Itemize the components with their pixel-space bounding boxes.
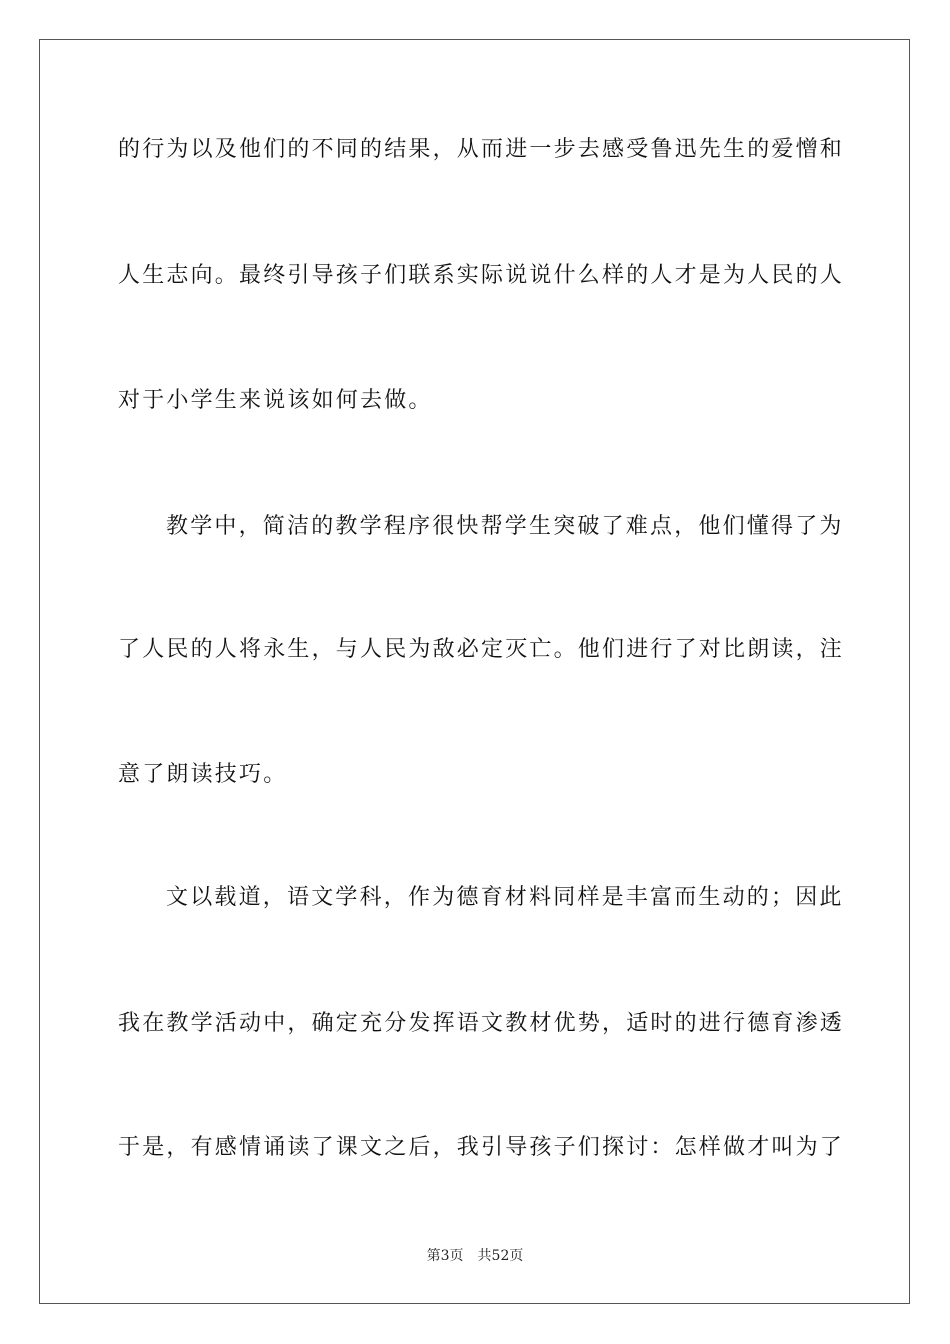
paragraph-first-line: 文以载道，语文学科，作为德育材料同样是丰富而生动的；因此 — [166, 885, 844, 910]
paragraph-first-line: 教学中，简洁的教学程序很快帮学生突破了难点，他们懂得了为 — [166, 514, 844, 539]
page-footer — [0, 1247, 950, 1265]
text-line: 人生志向。最终引导孩子们联系实际说说什么样的人才是为人民的人 — [118, 263, 845, 288]
text-line: 意了朗读技巧。 — [118, 762, 288, 787]
text-line: 我在教学活动中，确定充分发挥语文教材优势，适时的进行德育渗透 — [118, 1011, 845, 1036]
text-line: 了人民的人将永生，与人民为敌必定灭亡。他们进行了对比朗读，注 — [118, 637, 845, 662]
text-line: 的行为以及他们的不同的结果，从而进一步去感受鲁迅先生的爱憎和 — [118, 137, 845, 162]
text-line: 对于小学生来说该如何去做。 — [118, 388, 433, 413]
page-number: 第3页 — [426, 1248, 464, 1264]
text-line: 于是，有感情诵读了课文之后，我引导孩子们探讨：怎样做才叫为了 — [118, 1135, 845, 1160]
page-border — [39, 39, 910, 1304]
total-pages: 共52页 — [477, 1248, 524, 1264]
